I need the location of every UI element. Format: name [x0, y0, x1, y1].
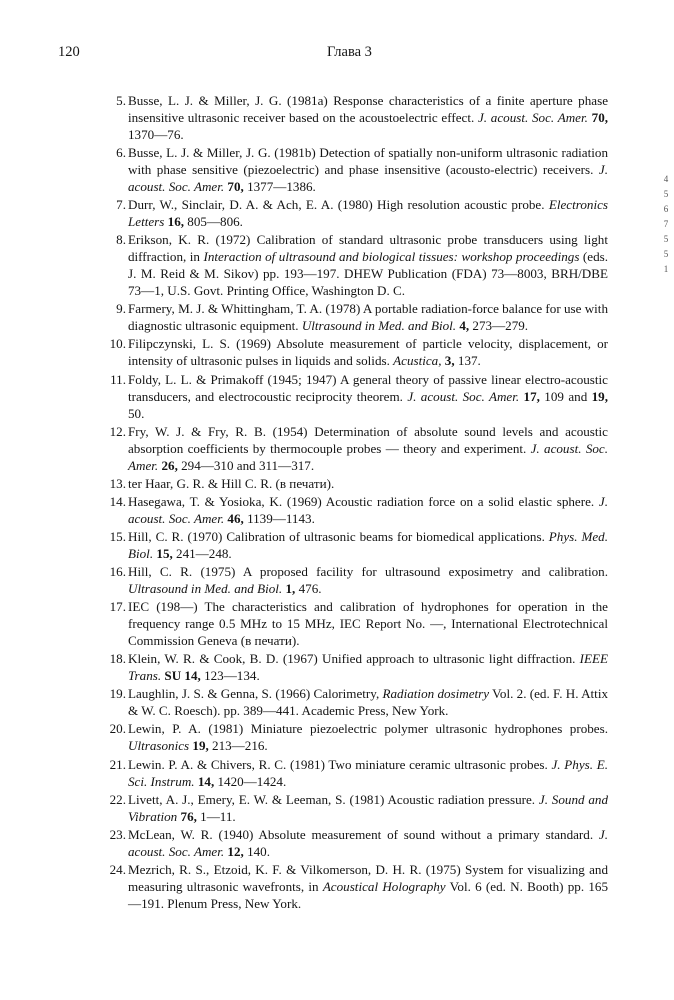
reference-item [66, 563, 608, 597]
reference-segment: Hill, C. R. (1975) A proposed facility for ultrasound exposimetry and calibration. [128, 564, 608, 580]
reference-number: 6. [116, 145, 126, 161]
reference-segment: 1420—1424. [214, 773, 287, 789]
reference-text [128, 651, 608, 683]
reference-number: 5. [116, 93, 126, 108]
reference-segment: 1370—76. [128, 127, 184, 142]
reference-list [66, 92, 608, 913]
reference-segment: Lewin. P. A. & Chivers, R. C. (1981) Two miniature ceramic ultrasonic probes. [128, 756, 552, 772]
reference-item [66, 720, 608, 754]
reference-volume: 12, [227, 843, 244, 859]
reference-text [128, 232, 608, 298]
reference-number: 23. [109, 826, 126, 842]
reference-segment: Farmery, M. J. & Whittingham, T. A. (1978) A portable radiation-force balance for use with diagnostic ultrasonic equipment. [128, 301, 608, 334]
reference-segment: 137. [454, 353, 481, 369]
reference-segment: 1377—1386. [243, 179, 316, 195]
reference-segment: McLean, W. R. (1940) Absolute measurement of sound without a primary standard. [128, 826, 599, 842]
reference-number: 24. [109, 861, 126, 877]
reference-volume: 19, [192, 738, 209, 754]
reference-journal: Phys. Med. Biol. [128, 528, 608, 561]
reference-text [128, 564, 608, 596]
reference-text [128, 529, 608, 561]
reference-segment: IEC (198—) The characteristics and calibration of hydrophones for operation in the frequency range 0.5 MHz to 15 MHz, IEC Report No. —, International Electrotechnical Commission Geneva (в печати). [128, 599, 608, 649]
margin-mark: 6 [663, 204, 669, 214]
reference-segment: Fry, W. J. & Fry, R. B. (1954) Determination of absolute sound levels and acoustic absorption coefficients by thermocouple probes — theory and experiment. [128, 423, 608, 456]
reference-segment: ter Haar, G. R. & Hill C. R. (в печати). [128, 475, 335, 491]
margin-mark: 1 [663, 264, 669, 274]
reference-number: 16. [109, 564, 126, 580]
reference-item [66, 826, 608, 860]
reference-volume: 3, [444, 353, 455, 369]
reference-segment: Livett, A. J., Emery, E. W. & Leeman, S. (1981) Acoustic radiation pressure. [128, 791, 539, 807]
reference-item [66, 300, 608, 334]
reference-segment: Hill, C. R. (1970) Calibration of ultrasonic beams for biomedical applications. [128, 528, 549, 544]
reference-journal: Ultrasound in Med. and Biol. [301, 318, 457, 334]
reference-text [128, 686, 608, 718]
reference-item [66, 493, 608, 527]
reference-journal: Acustica, [393, 353, 442, 369]
reference-segment: Busse, L. J. & Miller, J. G. (1981a) Response characteristics of a finite aperture phase insensitive ultrasonic receiver based on the acoustoelectric effect. [128, 93, 608, 125]
reference-segment: 273—279. [469, 318, 529, 334]
reference-text [128, 424, 608, 473]
reference-segment: 213—216. [208, 738, 268, 754]
margin-mark: 7 [663, 219, 669, 229]
reference-text [128, 197, 608, 229]
reference-segment: Durr, W., Sinclair, D. A. & Ach, E. A. (1980) High resolution acoustic probe. [128, 197, 549, 213]
reference-text [128, 145, 608, 194]
reference-journal: J. acoust. Soc. Amer. [477, 110, 588, 125]
reference-segment: Klein, W. R. & Cook, B. D. (1967) Unified approach to ultrasonic light diffraction. [128, 651, 580, 667]
reference-volume: 19, [591, 388, 608, 404]
reference-text [128, 476, 334, 491]
chapter-title: Глава 3 [327, 44, 372, 60]
margin-mark: 5 [663, 234, 669, 244]
reference-journal: J. acoust. Soc. Amer. [128, 826, 608, 859]
reference-number: 10. [109, 336, 126, 352]
reference-volume: 4, [459, 318, 470, 334]
reference-item [66, 598, 608, 649]
reference-volume: 26, [161, 457, 178, 473]
reference-text [128, 792, 608, 824]
reference-segment: 476. [295, 581, 322, 597]
reference-volume: 46, [227, 510, 244, 526]
reference-item [66, 231, 608, 299]
reference-segment: Vol. 6 (ed. N. Booth) pp. 165—191. Plenum Press, New York. [128, 878, 609, 911]
reference-segment: 50. [128, 405, 145, 421]
reference-item [66, 756, 608, 790]
reference-journal: Electronics Letters [128, 197, 608, 230]
reference-segment: Filipczynski, L. S. (1969) Absolute measurement of particle velocity, displacement, or intensity of ultrasonic pulses in liquids and solids. [128, 336, 608, 369]
reference-segment: Lewin, P. A. (1981) Miniature piezoelectric polymer ultrasonic hydrophones probes. [128, 721, 608, 737]
reference-journal: Ultrasonics [128, 738, 190, 754]
margin-mark: 5 [663, 189, 669, 199]
reference-item [66, 92, 608, 143]
reference-number: 22. [109, 791, 126, 807]
reference-segment: Busse, L. J. & Miller, J. G. (1981b) Detection of spatially non-uniform ultrasonic radiation with phase sensitive (piezoelectric) and phase insensitive (acousto-electric) receivers. [128, 145, 608, 178]
reference-segment: Vol. 2. (ed. F. H. Attix & W. C. Roesch). pp. 389—441. Academic Press, New York. [128, 686, 609, 719]
reference-journal: J. acoust. Soc. Amer. [407, 388, 520, 404]
reference-text [128, 599, 608, 648]
reference-volume: 16, [167, 214, 185, 230]
reference-text [128, 827, 608, 859]
reference-journal: J. acoust. Soc. Amer. [128, 440, 608, 473]
reference-number: 12. [109, 423, 126, 439]
reference-segment: 1—11. [196, 808, 236, 824]
reference-text [128, 721, 608, 753]
reference-text [128, 757, 608, 789]
page-header [58, 44, 618, 64]
reference-volume: 14, [197, 773, 215, 789]
reference-journal: Acoustical Holography [322, 878, 446, 894]
reference-item [66, 371, 608, 422]
reference-text [128, 93, 608, 142]
reference-item [66, 685, 608, 719]
reference-text [128, 372, 608, 421]
margin-mark: 4 [663, 174, 669, 184]
reference-segment: Erikson, K. R. (1972) Calibration of standard ultrasonic probe transducers using light diffraction, in [128, 232, 608, 265]
reference-item [66, 650, 608, 684]
reference-number: 20. [109, 721, 126, 737]
margin-marks [662, 172, 670, 277]
reference-number: 8. [116, 232, 126, 248]
reference-item [66, 423, 608, 474]
reference-text [128, 862, 608, 911]
reference-segment: 294—310 and 311—317. [177, 457, 315, 473]
reference-number: 14. [109, 493, 126, 509]
reference-text [128, 336, 608, 368]
reference-segment: Laughlin, J. S. & Genna, S. (1966) Calorimetry, [128, 686, 383, 702]
reference-segment: 123—134. [200, 668, 260, 684]
reference-volume: SU 14, [164, 668, 201, 684]
reference-volume: 70, [227, 179, 244, 195]
reference-segment: 109 and [539, 388, 592, 404]
reference-segment: 1139—1143. [243, 510, 315, 526]
reference-volume: 1, [285, 581, 296, 597]
reference-item [66, 475, 608, 492]
reference-number: 11. [110, 371, 126, 387]
reference-item [66, 335, 608, 369]
reference-text [128, 494, 608, 526]
reference-segment: 140. [243, 843, 270, 859]
reference-number: 18. [109, 651, 126, 667]
reference-segment: Foldy, L. L. & Primakoff (1945; 1947) A general theory of passive linear electro-acoustic transducers, and electrocoustic reciprocity theorem. [128, 371, 608, 404]
reference-number: 19. [109, 686, 126, 702]
reference-journal: Ultrasound in Med. and Biol. [128, 581, 283, 597]
reference-number: 17. [109, 599, 126, 615]
reference-journal: IEEE Trans. [128, 651, 608, 684]
reference-journal: J. Sound and Vibration [128, 791, 608, 824]
reference-segment: Hasegawa, T. & Yosioka, K. (1969) Acoustic radiation force on a solid elastic sphere. [128, 493, 599, 509]
reference-number: 21. [109, 756, 126, 772]
reference-text [128, 301, 608, 333]
page-number: 120 [58, 44, 80, 60]
reference-journal: J. acoust. Soc. Amer. [128, 493, 608, 526]
reference-journal: Interaction of ultrasound and biological tissues: workshop proceedings [203, 249, 580, 265]
reference-item [66, 196, 608, 230]
reference-number: 9. [116, 301, 126, 317]
reference-segment: 805—806. [184, 214, 243, 230]
reference-segment: (eds. J. M. Reid & M. Sikov) pp. 193—197. DHEW Publication (FDA) 73—8003, BRH/DBE 73—1, U.S. Govt. Printing Office, Washington D. C. [128, 249, 608, 299]
margin-mark: 5 [663, 249, 669, 259]
reference-segment: Mezrich, R. S., Etzoid, K. F. & Vilkomerson, D. H. R. (1975) System for visualizing and measuring ultrasonic wavefronts, in [128, 861, 608, 894]
reference-journal: Radiation dosimetry [382, 686, 490, 702]
reference-number: 7. [116, 197, 126, 213]
reference-volume: 15, [156, 545, 173, 561]
reference-volume: 17, [523, 388, 540, 404]
reference-number: 15. [109, 528, 126, 544]
reference-item [66, 861, 608, 912]
reference-volume: 70, [591, 110, 609, 125]
reference-number: 13. [109, 475, 126, 491]
reference-journal: J. acoust. Soc. Amer. [128, 162, 608, 195]
reference-volume: 76, [180, 808, 197, 824]
reference-item [66, 791, 608, 825]
reference-item [66, 528, 608, 562]
reference-segment: 241—248. [172, 545, 232, 561]
reference-item [66, 144, 608, 195]
reference-journal: J. Phys. E. Sci. Instrum. [128, 756, 608, 789]
